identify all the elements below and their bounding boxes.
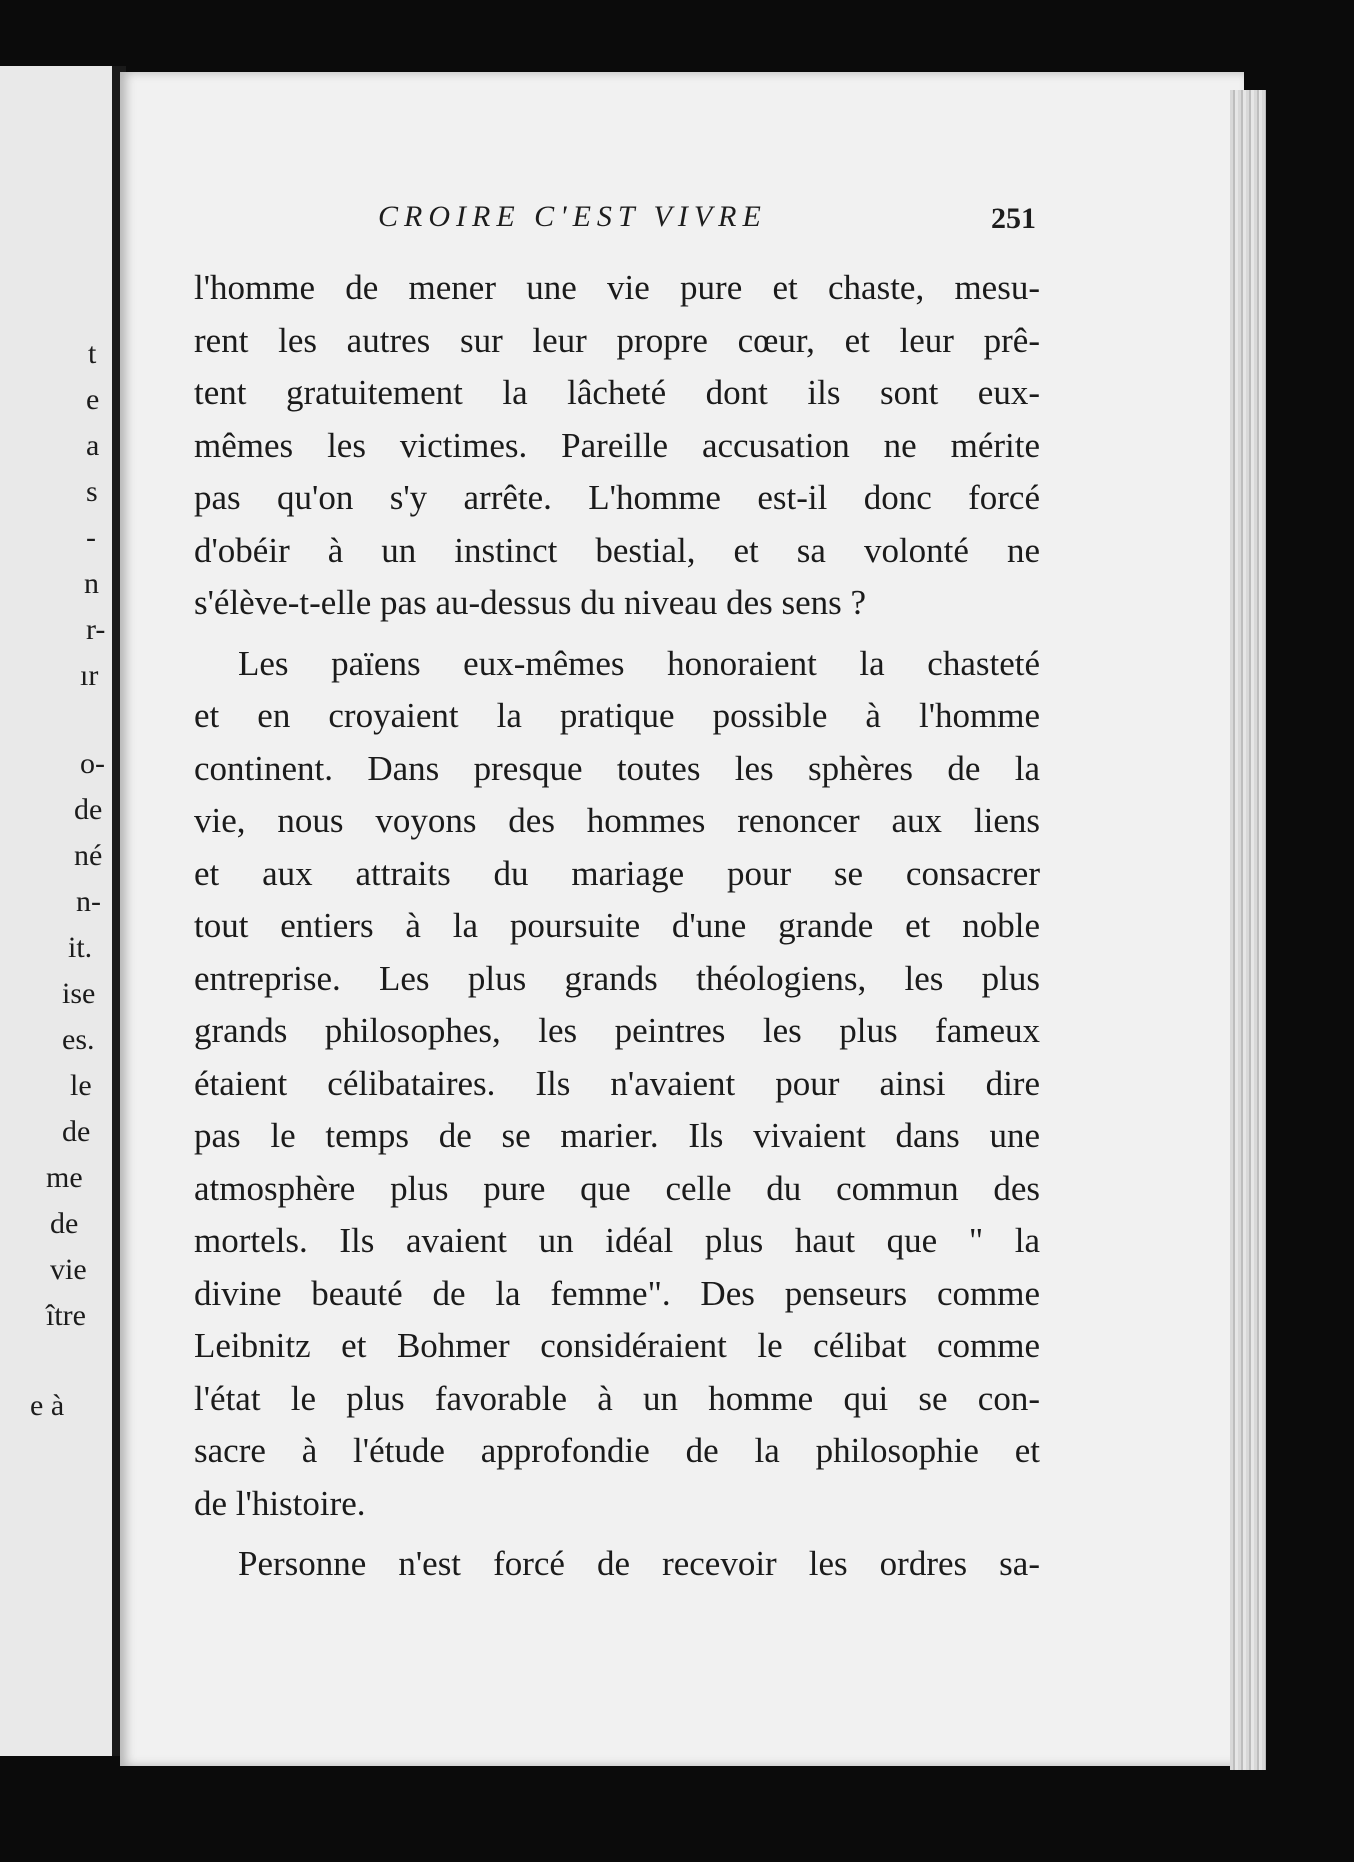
left-fragment: n bbox=[84, 567, 99, 600]
left-fragment: ise bbox=[62, 977, 96, 1010]
paragraph-gap bbox=[194, 1530, 1040, 1538]
text-line: s'élève-t-elle pas au-dessus du niveau des sens ? bbox=[194, 583, 867, 622]
left-fragment: e bbox=[86, 383, 100, 416]
left-fragment: t bbox=[88, 337, 97, 370]
text-line: sacre à l'étude approfondie de la philosophie et bbox=[194, 1431, 1040, 1470]
text-line: pas qu'on s'y arrête. L'homme est-il donc forcé bbox=[194, 478, 1040, 517]
text-line: Personne n'est forcé de recevoir les ordres sa- bbox=[238, 1544, 1040, 1583]
body-text bbox=[194, 262, 1040, 1591]
left-fragment: - bbox=[86, 521, 96, 554]
left-fragment: de bbox=[50, 1207, 79, 1240]
text-line: l'homme de mener une vie pure et chaste, mesu- bbox=[194, 268, 1040, 307]
left-fragment: e à bbox=[30, 1389, 65, 1422]
text-line: continent. Dans presque toutes les sphères de la bbox=[194, 748, 1040, 788]
left-fragment: a bbox=[86, 429, 100, 462]
text-line: vie, nous voyons des hommes renoncer aux liens bbox=[194, 801, 1040, 840]
paragraph bbox=[194, 1538, 1040, 1591]
text-line: Leibnitz et Bohmer considéraient le célibat comme bbox=[194, 1326, 1040, 1365]
paragraph bbox=[194, 262, 1040, 630]
left-fragment: it. bbox=[68, 931, 93, 964]
text-line: et en croyaient la pratique possible à l'homme bbox=[194, 696, 1040, 735]
text-line: divine beauté de la femme". Des penseurs comme bbox=[194, 1273, 1040, 1313]
running-header bbox=[378, 200, 1036, 244]
text-line: mortels. Ils avaient un idéal plus haut que " la bbox=[194, 1221, 1040, 1260]
text-line: d'obéir à un instinct bestial, et sa volonté ne bbox=[194, 530, 1040, 570]
left-fragment: s bbox=[86, 475, 98, 508]
left-fragment: de bbox=[62, 1115, 91, 1148]
left-fragment: le bbox=[70, 1069, 92, 1102]
text-line: l'état le plus favorable à un homme qui se con- bbox=[194, 1378, 1040, 1418]
left-fragment: né bbox=[74, 839, 103, 872]
text-line: mêmes les victimes. Pareille accusation ne mérite bbox=[194, 425, 1040, 465]
text-line: tent gratuitement la lâcheté dont ils sont eux- bbox=[194, 373, 1040, 412]
left-fragment: ître bbox=[46, 1299, 86, 1332]
page-edge-stack bbox=[1230, 90, 1266, 1770]
left-fragment: ır bbox=[80, 659, 99, 692]
text-line: rent les autres sur leur propre cœur, et leur prê- bbox=[194, 320, 1040, 360]
left-fragment: vie bbox=[50, 1253, 87, 1286]
text-line: atmosphère plus pure que celle du commun des bbox=[194, 1168, 1040, 1208]
page-number: 251 bbox=[991, 202, 1036, 235]
paragraph-gap bbox=[194, 630, 1040, 638]
running-title: CROIRE C'EST VIVRE bbox=[378, 200, 767, 233]
text-line: étaient célibataires. Ils n'avaient pour ainsi dire bbox=[194, 1063, 1040, 1103]
text-line: entreprise. Les plus grands théologiens, les plus bbox=[194, 958, 1040, 998]
left-fragment: me bbox=[46, 1161, 83, 1194]
text-line: pas le temps de se marier. Ils vivaient dans une bbox=[194, 1116, 1040, 1155]
text-line: tout entiers à la poursuite d'une grande et noble bbox=[194, 906, 1040, 945]
left-fragment: n- bbox=[76, 885, 101, 918]
text-line: Les païens eux-mêmes honoraient la chasteté bbox=[238, 643, 1040, 683]
left-page-edge bbox=[0, 66, 126, 1756]
text-line: et aux attraits du mariage pour se consacrer bbox=[194, 853, 1040, 893]
left-fragment: de bbox=[74, 793, 103, 826]
paragraph bbox=[194, 638, 1040, 1531]
left-fragment: o- bbox=[80, 747, 105, 780]
left-fragment: r- bbox=[86, 613, 106, 646]
text-line: de l'histoire. bbox=[194, 1483, 366, 1523]
text-line: grands philosophes, les peintres les plus fameux bbox=[194, 1011, 1040, 1050]
left-fragment: es. bbox=[62, 1023, 95, 1056]
